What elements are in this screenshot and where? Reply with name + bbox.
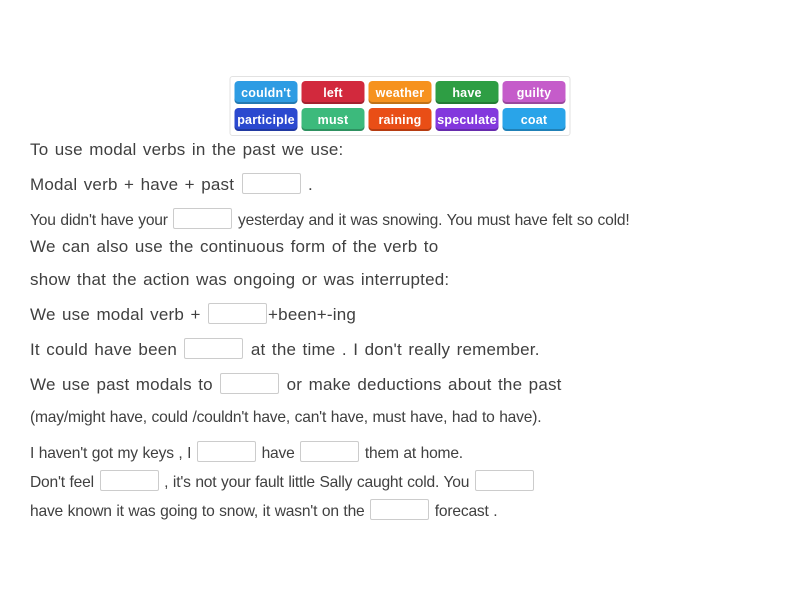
line-text: +been+-ing [268,305,357,324]
line-text: or make deductions about the past [280,375,562,394]
blank-slot[interactable] [242,173,301,194]
blank-slot[interactable] [100,470,159,491]
blank-slot[interactable] [184,338,243,359]
line-text: have known it was going to snow, it wasn't on the [30,503,370,520]
sentence-line [30,270,785,290]
blank-slot[interactable] [197,441,256,462]
line-text: We use modal verb + [30,305,208,324]
line-text: It could have been [30,340,184,359]
sentence-line [30,140,785,160]
blank-slot[interactable] [300,441,359,462]
line-text: show that the action was ongoing or was interrupted: [30,270,450,289]
word-chip[interactable]: couldn't [235,81,298,104]
word-bank [230,76,571,136]
line-text: To use modal verbs in the past we use: [30,140,344,159]
sentence-line [30,208,785,231]
line-text: We can also use the continuous form of the verb to [30,237,439,256]
line-text: You didn't have your [30,212,173,229]
line-text: Modal verb + have + past [30,175,241,194]
word-chip[interactable]: raining [369,108,432,131]
sentence-line [30,470,785,493]
sentence-line [30,373,785,395]
sentence-line [30,408,785,428]
line-text: them at home. [360,445,463,462]
blank-slot[interactable] [370,499,429,520]
word-chip[interactable]: guilty [503,81,566,104]
sentence-line [30,338,785,360]
word-chip[interactable]: must [302,108,365,131]
line-text: . [301,175,313,194]
word-chip[interactable]: participle [235,108,298,131]
line-text: We use past modals to [30,375,220,394]
word-chip[interactable]: have [436,81,499,104]
word-chip[interactable]: weather [369,81,432,104]
sentence-line [30,173,785,195]
word-chip[interactable]: left [302,81,365,104]
line-text: I haven't got my keys , I [30,445,196,462]
line-text: Don't feel [30,474,99,491]
sentence-line [30,237,785,257]
line-text: at the time . I don't really remember. [244,340,540,359]
word-chip[interactable]: speculate [436,108,499,131]
word-chip[interactable]: coat [503,108,566,131]
exercise-text [30,140,785,535]
blank-slot[interactable] [173,208,232,229]
blank-slot[interactable] [475,470,534,491]
sentence-line [30,303,785,325]
line-text: (may/might have, could /couldn't have, can't have, must have, had to have). [30,409,542,426]
sentence-line [30,499,785,522]
blank-slot[interactable] [208,303,267,324]
sentence-line [30,441,785,464]
blank-slot[interactable] [220,373,279,394]
line-text: , it's not your fault little Sally caught cold. You [159,474,474,491]
line-text: have [256,445,300,462]
line-text: yesterday and it was snowing. You must have felt so cold! [233,212,630,229]
line-text: forecast . [430,503,498,520]
